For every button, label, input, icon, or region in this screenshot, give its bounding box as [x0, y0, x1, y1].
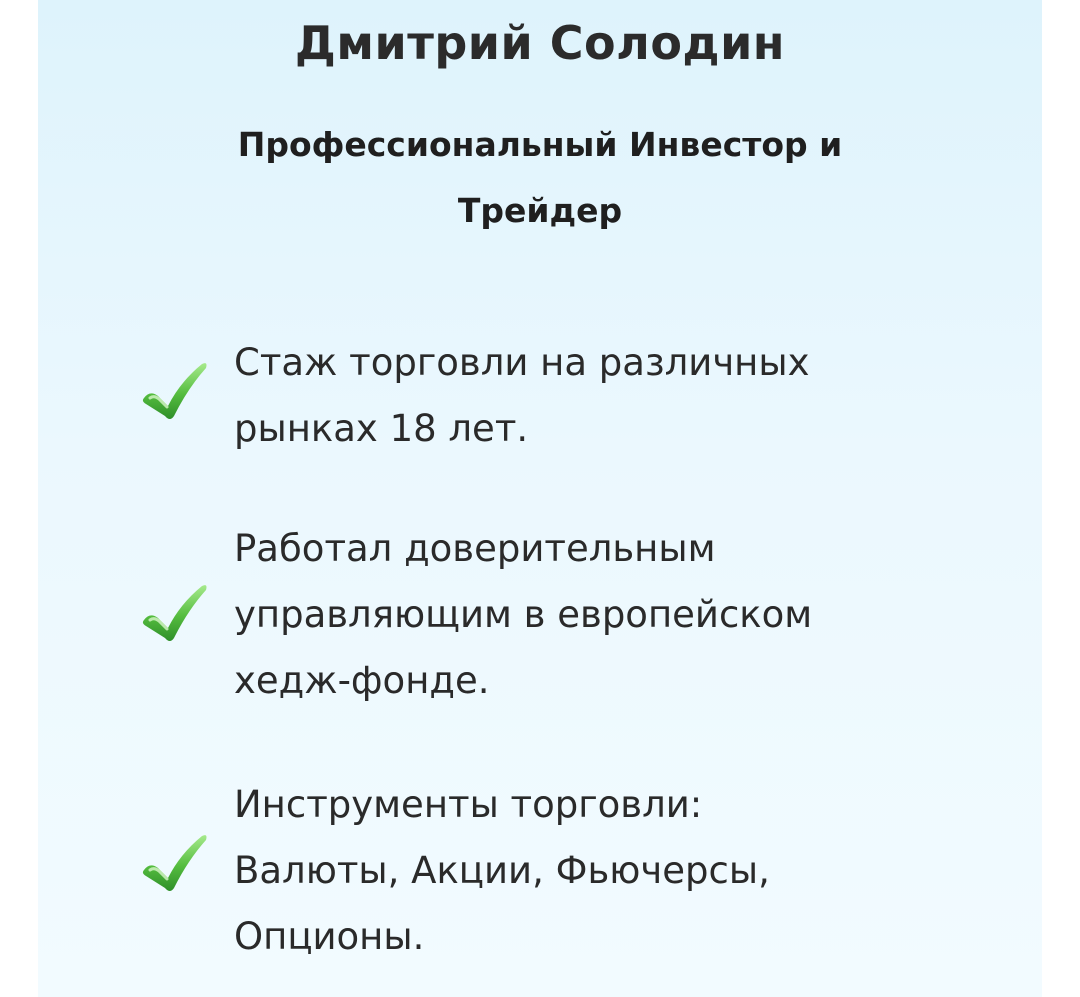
feature-item — [38, 330, 1042, 470]
feature-text: Инструменты торговли: Валюты, Акции, Фьючерсы, Опционы. — [234, 783, 770, 958]
feature-list — [38, 0, 1042, 997]
profile-card — [38, 0, 1042, 997]
feature-item — [38, 516, 1042, 726]
profile-name: Дмитрий Солодин — [294, 16, 786, 70]
profile-role: Профессиональный Инвестор и Трейдер — [237, 125, 843, 230]
feature-item — [38, 772, 1042, 982]
check-icon — [140, 360, 210, 422]
check-icon — [140, 582, 210, 644]
feature-text: Стаж торговли на различных рынках 18 лет. — [234, 341, 810, 450]
check-icon — [140, 832, 210, 894]
feature-text: Работал доверительным управляющим в европейском хедж-фонде. — [234, 527, 813, 702]
